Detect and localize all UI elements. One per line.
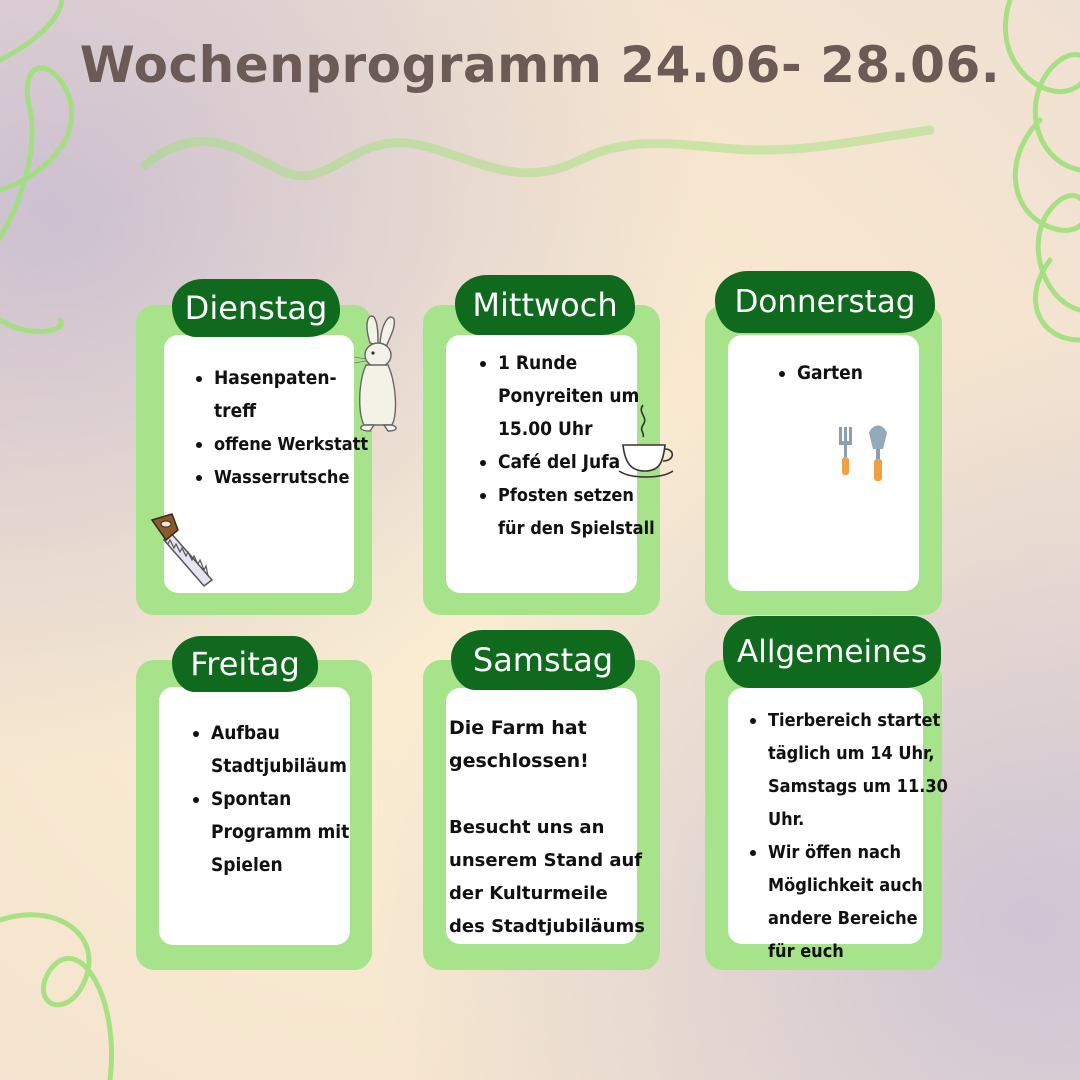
list-item: Garten bbox=[797, 357, 947, 390]
card-samstag bbox=[423, 641, 660, 970]
card-donnerstag bbox=[705, 284, 942, 615]
day-label: Allgemeines bbox=[723, 616, 941, 688]
day-label: Dienstag bbox=[172, 279, 340, 337]
coffee-cup-icon bbox=[617, 401, 675, 481]
day-label: Donnerstag bbox=[715, 271, 935, 333]
garden-tools-icon bbox=[829, 423, 899, 499]
list-item: Spontan Programm mit Spielen bbox=[211, 783, 361, 882]
list-item: Café del Jufa bbox=[498, 446, 668, 479]
rabbit-icon bbox=[348, 313, 408, 433]
list-item: Wasserrutsche bbox=[214, 461, 384, 494]
card-freitag bbox=[136, 645, 372, 970]
stand-notice: Besucht uns an unserem Stand auf der Kulturmeile des Stadtjubiläums bbox=[449, 817, 645, 937]
list-item: Wir öffen nach Möglichkeit auch andere Bereiche für euch bbox=[768, 836, 938, 968]
closed-notice: Die Farm hat geschlossen! bbox=[449, 717, 589, 772]
day-label: Mittwoch bbox=[455, 275, 635, 335]
list-item: Hasenpaten-treff bbox=[214, 362, 334, 428]
list-item: Pfosten setzen für den Spielstall bbox=[498, 479, 666, 545]
card-allgemeines bbox=[705, 634, 948, 970]
list-item: Aufbau Stadtjubiläum bbox=[211, 717, 351, 783]
list-item: offene Werkstatt bbox=[214, 428, 384, 461]
card-mittwoch bbox=[423, 286, 660, 615]
list-item: 1 Runde Ponyreiten um 15.00 Uhr bbox=[498, 347, 640, 446]
card-dienstag bbox=[136, 289, 372, 615]
page-title: Wochenprogramm 24.06- 28.06. bbox=[79, 36, 1001, 94]
saw-icon bbox=[146, 510, 218, 590]
day-label: Freitag bbox=[172, 636, 318, 692]
day-label: Samstag bbox=[451, 630, 635, 690]
list-item: Tierbereich startet täglich um 14 Uhr, Samstags um 11.30 Uhr. bbox=[768, 704, 958, 836]
